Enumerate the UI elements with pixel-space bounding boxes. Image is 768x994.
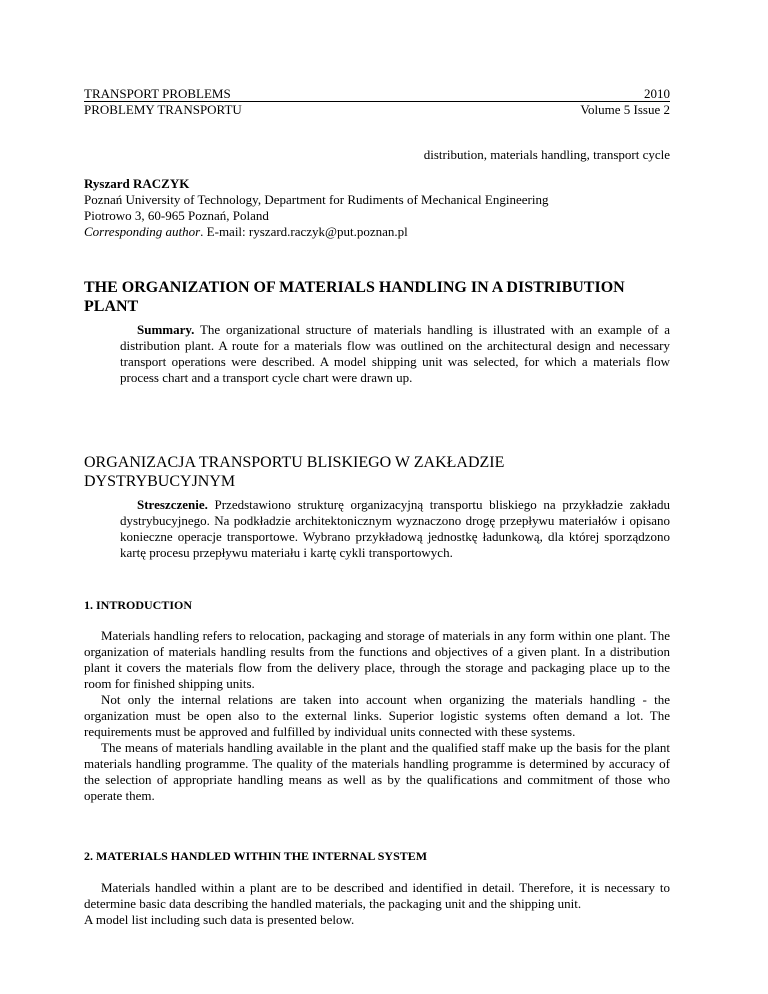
- author-contact: [84, 224, 548, 240]
- author-block: [84, 176, 548, 240]
- introduction-body: [84, 628, 670, 804]
- paragraph: Materials handling refers to relocation, packaging and storage of materials in any form within one plant. The organization of materials handling results from the functions and objectives of a given plant. In a distribution plant it covers the materials flow from the delivery place, through the storage and packaging place up to the room for finished shipping units.: [84, 628, 670, 691]
- paragraph: A model list including such data is presented below.: [84, 912, 355, 927]
- journal-volume: Volume 5 Issue 2: [580, 102, 670, 117]
- corresponding-email: . E-mail: ryszard.raczyk@put.poznan.pl: [200, 224, 408, 239]
- author-affiliation: Poznań University of Technology, Department for Rudiments of Mechanical Engineering: [84, 192, 549, 207]
- author-name: Ryszard RACZYK: [84, 176, 190, 191]
- journal-year: 2010: [644, 86, 670, 101]
- summary-pl: [120, 497, 670, 561]
- summary-label-pl: Streszczenie.: [137, 497, 208, 512]
- paper-title-en: THE ORGANIZATION OF MATERIALS HANDLING IN A DISTRIBUTION PLANT: [84, 279, 625, 315]
- running-header-top: [84, 86, 670, 102]
- corresponding-label: Corresponding author: [84, 224, 201, 239]
- author-address: Piotrowo 3, 60-965 Poznań, Poland: [84, 208, 269, 223]
- paper-title-pl: ORGANIZACJA TRANSPORTU BLISKIEGO W ZAKŁADZIE DYSTRYBUCYJNYM: [84, 454, 505, 490]
- paragraph: Not only the internal relations are taken into account when organizing the materials handling - the organization must be open also to the external links. Superior logistic systems often demand a lot. The requirements must be approved and fulfilled by individual units connected with these systems.: [84, 692, 670, 739]
- section-heading-introduction: 1. INTRODUCTION: [84, 598, 193, 612]
- summary-label-en: Summary.: [137, 322, 195, 337]
- section-heading-materials: 2. MATERIALS HANDLED WITHIN THE INTERNAL SYSTEM: [84, 849, 428, 863]
- paragraph: The means of materials handling available in the plant and the qualified staff make up the basis for the plant materials handling programme. The quality of the materials handling programme is determined by accuracy of the selection of appropriate handling means as well as by the qualifications and commitment of those who operate them.: [84, 740, 670, 803]
- summary-text-pl: Przedstawiono strukturę organizacyjną transportu bliskiego na przykładzie zakładu dystrybucyjnego. Na podkładzie architektonicznym wyznaczono drogę przepływu materiałów i opisano konieczne operacje transportowe. Wybrano przykładową jednostkę ładunkową, dla której sporządzono kartę procesu przepływu materiału i kartę cykli transportowych.: [120, 497, 670, 560]
- journal-title-pl: PROBLEMY TRANSPORTU: [84, 102, 242, 117]
- summary-en: [120, 322, 670, 386]
- journal-title-en: TRANSPORT PROBLEMS: [84, 86, 231, 101]
- summary-text-en: The organizational structure of materials handling is illustrated with an example of a distribution plant. A route for a materials flow was outlined on the architectural design and necessary transport operations were described. A model shipping unit was selected, for which a materials flow process chart and a transport cycle chart were drawn up.: [120, 322, 670, 385]
- materials-body: [84, 880, 670, 928]
- running-header-bottom: [84, 102, 670, 118]
- keywords: distribution, materials handling, transport cycle: [423, 147, 670, 162]
- paragraph: Materials handled within a plant are to be described and identified in detail. Therefore, it is necessary to determine basic data describing the handled materials, the packaging unit and the shipping unit.: [84, 880, 670, 911]
